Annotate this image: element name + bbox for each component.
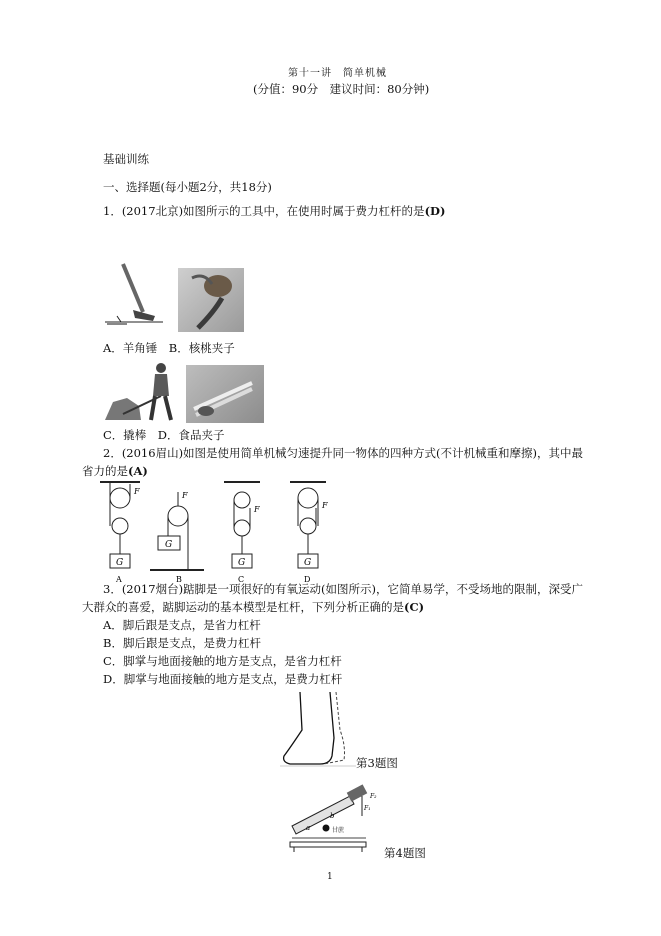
page-title: 第十一讲 简单机械 [288, 68, 387, 79]
question-1-stem [103, 204, 445, 219]
section-part-one: 一、选择题(每小题2分，共18分) [103, 180, 272, 194]
movable-pulley [168, 506, 188, 526]
point-label-b: b [330, 812, 335, 820]
weight-label: G [238, 558, 246, 568]
cutter-base [290, 842, 366, 847]
movable-pulley [300, 518, 316, 534]
food-tongs-photo [186, 365, 264, 423]
hammer-head [133, 310, 155, 321]
question-3-stem-line2 [82, 600, 424, 615]
sugarcane [323, 825, 330, 832]
tiptoe-foot-figure [280, 690, 360, 770]
fixed-pulley [234, 492, 250, 508]
q3-answer: (C) [404, 600, 425, 614]
pulley-system-d [290, 482, 328, 584]
q1-caption-cd: C．撬棒 D．食品夹子 [103, 428, 225, 442]
sugarcane-label: 甘蔗 [332, 827, 345, 834]
option-label-d: D [304, 575, 311, 584]
nutcracker-arm [198, 298, 222, 328]
force-label: F [322, 501, 328, 510]
claw-hammer-figure [103, 262, 165, 328]
force-label-f1: F₁ [364, 805, 371, 812]
q2-stem-text: 省力的是 [82, 464, 128, 478]
person-body [153, 374, 169, 396]
figure-3-caption: 第3题图 [356, 756, 398, 770]
question-2-stem-line2 [82, 464, 148, 479]
movable-pulley [112, 518, 128, 534]
hammer-handle [123, 264, 143, 312]
option-label-b: B [176, 575, 182, 584]
fixed-pulley [110, 488, 130, 508]
pulley-system-b [150, 491, 204, 584]
page-number: 1 [327, 872, 333, 882]
pulley-systems-figure [100, 478, 336, 586]
question-2-stem-line1: 2．(2016眉山)如图是使用简单机械匀速提升同一物体的四种方式(不计机械重和摩擦)，其中最 [103, 446, 584, 460]
q3-option-d: D．脚掌与地面接触的地方是支点，是费力杠杆 [103, 672, 343, 686]
crowbar-figure [103, 362, 183, 424]
force-label: F [254, 505, 260, 514]
force-label: F [134, 487, 140, 496]
weight-label: G [165, 540, 173, 550]
movable-pulley [234, 520, 250, 536]
point-label-a: a [306, 824, 311, 832]
raised-foot-outline [324, 692, 345, 764]
q3-option-b: B．脚后跟是支点，是费力杠杆 [103, 636, 261, 650]
nutcracker-drawing [178, 268, 244, 332]
question-3-stem-line1: 3．(2017烟台)踮脚是一项很好的有氧运动(如图所示)，它简单易学，不受场地的限制，深受广 [103, 582, 584, 596]
figure-4-caption: 第4题图 [384, 846, 426, 860]
weight-label: G [304, 558, 312, 568]
q2-answer: (A) [128, 464, 148, 478]
pulley-system-c [224, 482, 260, 584]
force-label: F [182, 491, 188, 500]
q3-option-a: A．脚后跟是支点，是省力杠杆 [103, 618, 261, 632]
nutcracker-photo [178, 268, 244, 332]
option-label-c: C [238, 575, 245, 584]
fixed-pulley [298, 488, 318, 508]
option-label-a: A [116, 575, 122, 584]
force-label-f2: F₂ [370, 793, 377, 800]
sugarcane-cutter-figure [288, 782, 384, 852]
tong-arm-1 [194, 383, 252, 409]
q3-stem-text: 大群众的喜爱，踮脚运动的基本模型是杠杆，下列分析正确的是 [82, 600, 404, 614]
food-tongs-drawing [186, 365, 264, 423]
foot-outline [284, 692, 334, 764]
person-head [156, 363, 166, 373]
nail [117, 316, 121, 322]
pulley-system-a [100, 482, 140, 584]
person-legs [151, 396, 171, 420]
food-item [198, 406, 214, 416]
section-basic: 基础训练 [103, 152, 149, 166]
page-subtitle: (分值：90分 建议时间：80分钟) [253, 82, 430, 96]
q1-caption-ab: A．羊角锤 B．核桃夹子 [103, 341, 235, 355]
weight-label: G [116, 558, 124, 568]
q1-answer: (D) [424, 204, 446, 218]
q3-option-c: C．脚掌与地面接触的地方是支点，是省力杠杆 [103, 654, 342, 668]
q1-stem-text: 1．(2017北京)如图所示的工具中，在使用时属于费力杠杆的是 [103, 204, 425, 218]
